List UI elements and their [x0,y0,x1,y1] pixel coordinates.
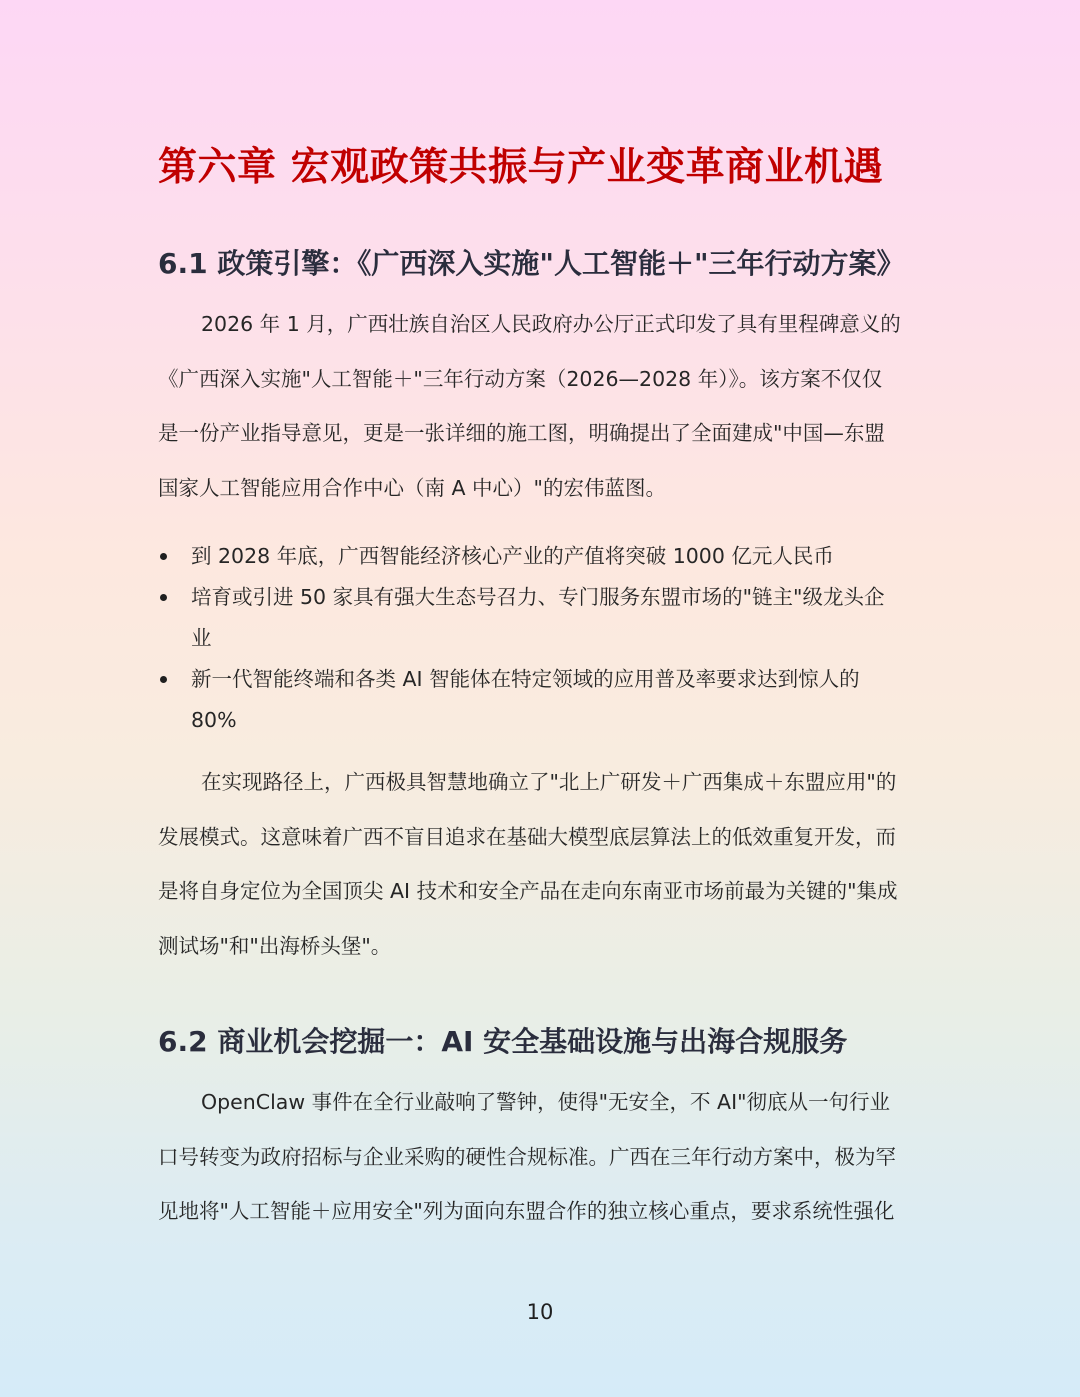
paragraph-line: 《广西深入实施"人工智能＋"三年行动方案（2026—2028 年）》。该方案不仅仅 [158,366,883,391]
bullet-text [191,577,928,659]
paragraph-line: 国家人工智能应用合作中心（南 A 中心）"的宏伟蓝图。 [158,475,666,500]
bullet-dot-icon [160,676,167,683]
path-paragraph [158,755,928,973]
paragraph-line: 见地将"人工智能＋应用安全"列为面向东盟合作的独立核心重点，要求系统性强化 [158,1199,895,1223]
bullet-line: 业 [191,626,212,650]
bullet-line: 培育或引进 50 家具有强大生态号召力、专门服务东盟市场的"链主"级龙头企 [191,585,885,609]
paragraph-line: 测试场"和"出海桥头堡"。 [158,933,392,958]
security-paragraph [158,1075,928,1239]
bullet-item [158,536,928,577]
bullet-line: 80% [191,708,237,732]
paragraph-line: OpenClaw 事件在全行业敲响了警钟，使得"无安全，不 AI"彻底从一句行业 [201,1090,891,1114]
bullet-text [191,659,928,741]
bullet-line: 到 2028 年底，广西智能经济核心产业的产值将突破 1000 亿元人民币 [191,544,834,568]
bullet-text [191,536,928,577]
page-number: 10 [526,1300,554,1324]
paragraph-line: 是将自身定位为全国顶尖 AI 技术和安全产品在走向东南亚市场前最为关键的"集成 [158,879,898,903]
chapter-title: 第六章 宏观政策共振与产业变革商业机遇 [158,145,884,190]
goals-bullet-list [158,536,928,741]
section-heading-6-2: 6.2 商业机会挖掘一：AI 安全基础设施与出海合规服务 [158,1025,848,1058]
section-heading-6-1: 6.1 政策引擎：《广西深入实施"人工智能＋"三年行动方案》 [158,247,905,280]
paragraph-line: 发展模式。这意味着广西不盲目追求在基础大模型底层算法上的低效重复开发，而 [158,824,896,849]
bullet-dot-icon [160,594,167,601]
bullet-dot-icon [160,553,167,560]
bullet-line: 新一代智能终端和各类 AI 智能体在特定领域的应用普及率要求达到惊人的 [191,667,860,691]
paragraph-line: 在实现路径上，广西极具智慧地确立了"北上广研发＋广西集成＋东盟应用"的 [201,770,897,794]
paragraph-line: 2026 年 1 月，广西壮族自治区人民政府办公厅正式印发了具有里程碑意义的 [201,312,901,336]
paragraph-line: 是一份产业指导意见，更是一张详细的施工图，明确提出了全面建成"中国—东盟 [158,421,885,445]
bullet-item [158,577,928,659]
intro-paragraph [158,297,928,515]
bullet-item [158,659,928,741]
paragraph-line: 口号转变为政府招标与企业采购的硬性合规标准。广西在三年行动方案中，极为罕 [158,1144,896,1169]
